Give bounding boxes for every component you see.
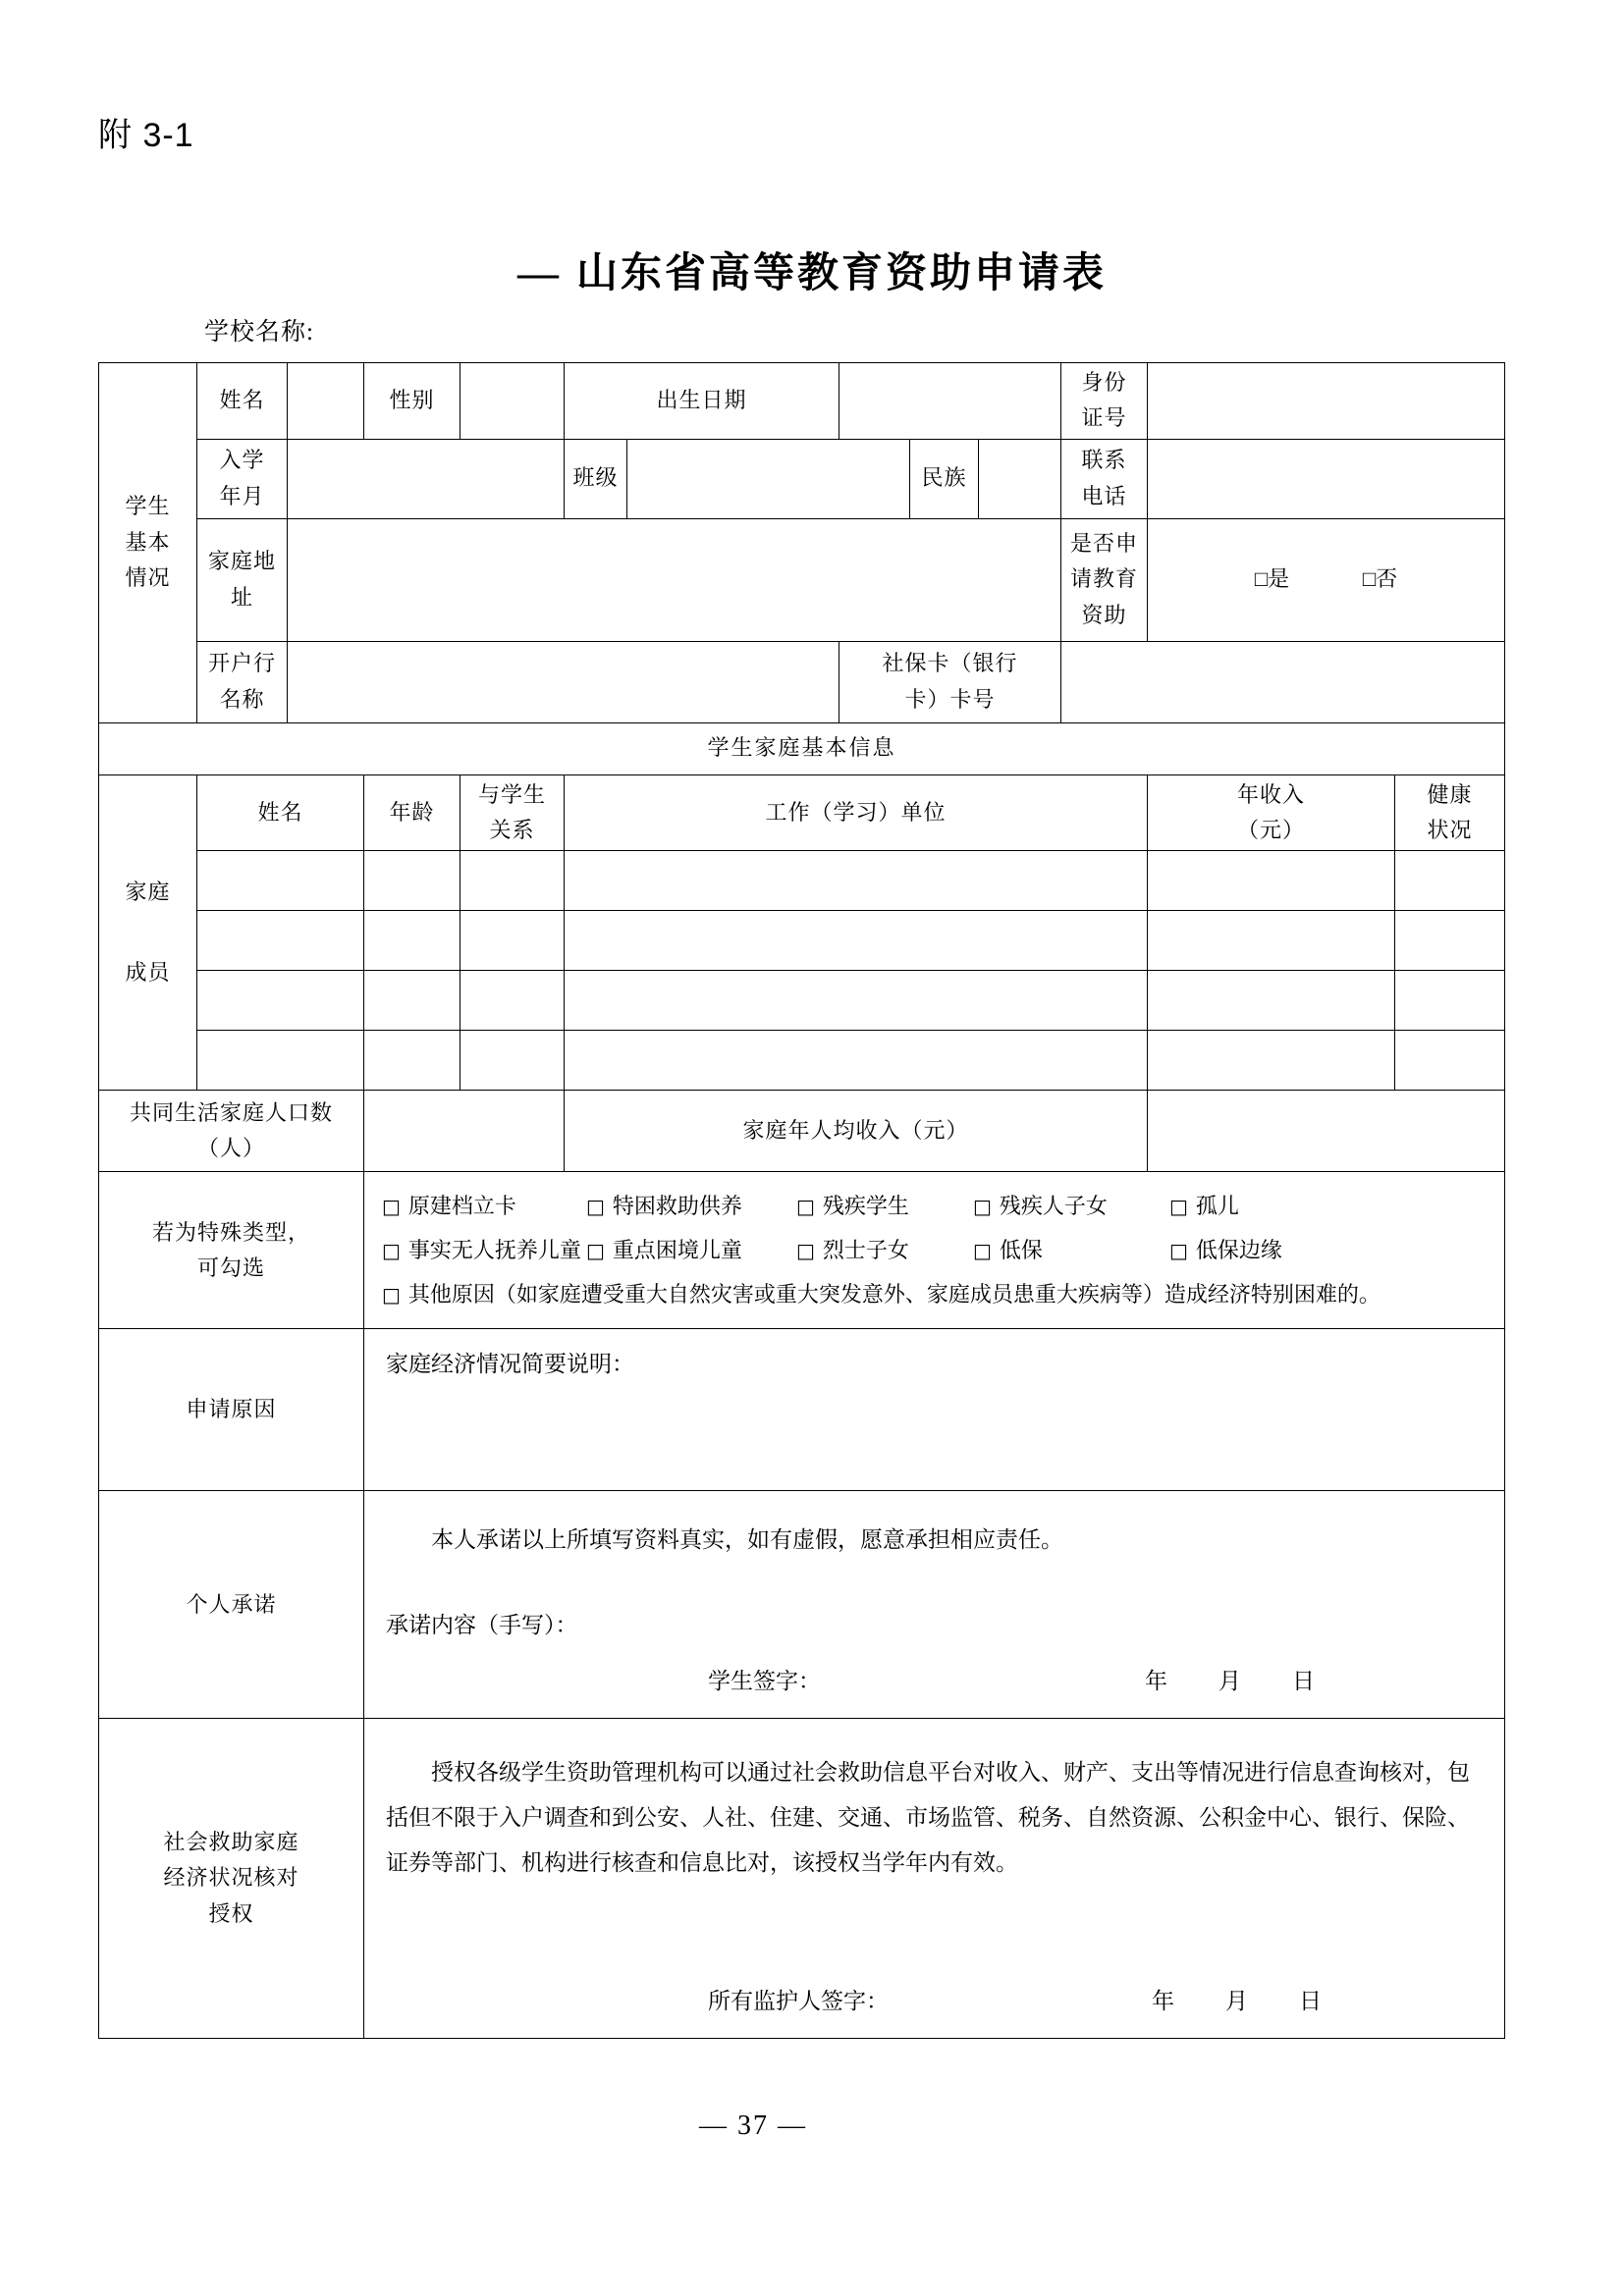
checkbox-icon: □ — [1169, 1239, 1188, 1263]
apply-aid-choices — [1148, 518, 1505, 641]
label-home-address: 家庭地址 — [197, 518, 288, 641]
guardian-signature-label[interactable]: 所有监护人签字： — [708, 1989, 889, 2013]
checkbox-apply-aid-yes[interactable]: □是 — [1254, 566, 1290, 592]
cell-member-income[interactable] — [1148, 1031, 1395, 1091]
table-row — [99, 1719, 1505, 2039]
promise-handwrite-label: 承诺内容（手写）： — [386, 1613, 578, 1638]
section-title-family-info: 学生家庭基本信息 — [99, 722, 1505, 774]
label-birthdate: 出生日期 — [565, 363, 839, 440]
signature-day-label: 日 — [1292, 1669, 1315, 1694]
signature-month-label: 月 — [1225, 1989, 1248, 2013]
label-id-number: 身份 证号 — [1061, 363, 1148, 440]
cell-member-relation[interactable] — [460, 1031, 565, 1091]
checkbox-icon: □ — [382, 1239, 401, 1263]
checkbox-icon: □ — [973, 1239, 992, 1263]
signature-year-label: 年 — [1145, 1669, 1167, 1694]
label-name: 姓名 — [197, 363, 288, 440]
cell-member-name[interactable] — [197, 971, 364, 1031]
label-social-assistance-authorization: 社会救助家庭 经济状况核对 授权 — [99, 1719, 364, 2039]
col-header-member-workplace: 工作（学习）单位 — [565, 774, 1148, 851]
label-special-types: 若为特殊类型， 可勾选 — [99, 1172, 364, 1329]
label-application-reason: 申请原因 — [99, 1329, 364, 1491]
cell-member-relation[interactable] — [460, 851, 565, 911]
signature-day-label: 日 — [1299, 1989, 1322, 2013]
checkbox-other-reason[interactable]: □ 其他原因（如家庭遭受重大自然灾害或重大突发意外、家庭成员患重大疾病等）造成经济特别困难的。 — [382, 1282, 1380, 1308]
table-row — [99, 1329, 1505, 1491]
field-household-size[interactable] — [364, 1091, 565, 1172]
label-personal-promise: 个人承诺 — [99, 1491, 364, 1719]
label-contact-phone: 联系 电话 — [1061, 439, 1148, 518]
table-row — [99, 1491, 1505, 1719]
checkbox-icon: □ — [973, 1195, 992, 1219]
table-row — [99, 518, 1505, 641]
label-per-capita-income: 家庭年人均收入（元） — [565, 1091, 1148, 1172]
field-birthdate[interactable] — [839, 363, 1061, 440]
cell-member-health[interactable] — [1395, 911, 1505, 971]
table-row — [99, 641, 1505, 722]
col-header-member-income: 年收入 （元） — [1148, 774, 1395, 851]
table-row — [99, 1172, 1505, 1329]
field-gender[interactable] — [460, 363, 565, 440]
page-title — [0, 240, 1624, 299]
cell-member-health[interactable] — [1395, 851, 1505, 911]
authorization-text: 授权各级学生资助管理机构可以通过社会救助信息平台对收入、财产、支出等情况进行信息查询核对，包括但不限于入户调查和到公安、人社、住建、交通、市场监管、税务、自然资源、公积金中心、银行、保险、证券等部门、机构进行核查和信息比对，该授权当学年内有效。 — [386, 1760, 1470, 1875]
field-enrollment-date[interactable] — [288, 439, 565, 518]
field-application-reason[interactable] — [364, 1329, 1505, 1491]
field-class[interactable] — [627, 439, 910, 518]
checkbox-orphan[interactable]: □ 孤儿 — [1169, 1194, 1239, 1219]
family-members-row-label: 家庭 成员 — [99, 774, 197, 1091]
cell-member-workplace[interactable] — [565, 851, 1148, 911]
field-bank-name[interactable] — [288, 641, 839, 722]
table-row — [99, 439, 1505, 518]
page-number: — 37 — — [699, 2110, 807, 2141]
application-form-table — [98, 362, 1505, 2039]
cell-member-workplace[interactable] — [565, 911, 1148, 971]
signature-year-label: 年 — [1152, 1989, 1174, 2013]
field-social-security-card[interactable] — [1061, 641, 1505, 722]
checkbox-de-facto-unattended-child[interactable]: □ 事实无人抚养儿童 — [382, 1238, 581, 1263]
col-header-member-relation: 与学生 关系 — [460, 774, 565, 851]
student-signature-label[interactable]: 学生签字： — [708, 1669, 821, 1694]
label-apply-education-aid: 是否申 请教育 资助 — [1061, 518, 1148, 641]
table-row — [99, 1091, 1505, 1172]
title-text: 山东省高等教育资助申请表 — [575, 251, 1107, 296]
personal-promise-text: 本人承诺以上所填写资料真实，如有虚假，愿意承担相应责任。 — [431, 1527, 1063, 1553]
checkbox-original-poverty-card[interactable]: □ 原建档立卡 — [382, 1194, 516, 1219]
col-header-member-health: 健康 状况 — [1395, 774, 1505, 851]
title-dash: — — [516, 251, 559, 296]
cell-member-workplace[interactable] — [565, 1031, 1148, 1091]
checkbox-minimum-living-allowance[interactable]: □ 低保 — [973, 1238, 1043, 1263]
special-types-checkbox-group — [364, 1172, 1505, 1329]
cell-member-health[interactable] — [1395, 971, 1505, 1031]
special-types-row-1 — [382, 1184, 1500, 1228]
label-gender: 性别 — [364, 363, 460, 440]
cell-member-name[interactable] — [197, 1031, 364, 1091]
attachment-number: 附 3-1 — [98, 117, 194, 154]
label-social-security-card: 社保卡（银行 卡）卡号 — [839, 641, 1061, 722]
cell-member-age[interactable] — [364, 911, 460, 971]
special-types-row-2 — [382, 1228, 1500, 1272]
col-header-member-name: 姓名 — [197, 774, 364, 851]
cell-member-name[interactable] — [197, 911, 364, 971]
table-row — [99, 971, 1505, 1031]
checkbox-icon: □ — [1169, 1195, 1188, 1219]
cell-member-income[interactable] — [1148, 971, 1395, 1031]
field-ethnicity[interactable] — [979, 439, 1061, 518]
cell-member-age[interactable] — [364, 971, 460, 1031]
signature-month-label: 月 — [1218, 1669, 1241, 1694]
personal-promise-block — [364, 1491, 1505, 1719]
label-ethnicity: 民族 — [910, 439, 979, 518]
field-name[interactable] — [288, 363, 364, 440]
checkbox-icon: □ — [382, 1195, 401, 1219]
field-home-address[interactable] — [288, 518, 1061, 641]
checkbox-icon: □ — [586, 1239, 605, 1263]
checkbox-extreme-poverty-support[interactable]: □ 特困救助供养 — [586, 1194, 742, 1219]
checkbox-child-of-martyr[interactable]: □ 烈士子女 — [796, 1238, 909, 1263]
checkbox-key-distressed-child[interactable]: □ 重点困境儿童 — [586, 1238, 742, 1263]
field-per-capita-income[interactable] — [1148, 1091, 1505, 1172]
checkbox-near-minimum-living-allowance[interactable]: □ 低保边缘 — [1169, 1238, 1282, 1263]
cell-member-name[interactable] — [197, 851, 364, 911]
cell-member-health[interactable] — [1395, 1031, 1505, 1091]
checkbox-icon: □ — [382, 1283, 401, 1308]
table-row — [99, 911, 1505, 971]
cell-member-workplace[interactable] — [565, 971, 1148, 1031]
school-name-label: 学校名称: — [204, 319, 314, 346]
table-row — [99, 1031, 1505, 1091]
student-signature-row — [386, 1660, 1485, 1704]
table-row — [99, 851, 1505, 911]
cell-member-relation[interactable] — [460, 911, 565, 971]
label-household-size: 共同生活家庭人口数 （人） — [99, 1091, 364, 1172]
cell-member-income[interactable] — [1148, 851, 1395, 911]
student-basic-row-label: 学生 基本 情况 — [99, 363, 197, 723]
checkbox-icon: □ — [796, 1195, 815, 1219]
table-row — [99, 722, 1505, 774]
guardian-signature-row — [386, 1980, 1485, 2024]
cell-member-age[interactable] — [364, 1031, 460, 1091]
table-row — [99, 774, 1505, 851]
checkbox-apply-aid-no[interactable]: □否 — [1362, 566, 1398, 592]
cell-member-relation[interactable] — [460, 971, 565, 1031]
label-class: 班级 — [565, 439, 627, 518]
cell-member-age[interactable] — [364, 851, 460, 911]
authorization-block — [364, 1719, 1505, 2039]
field-contact-phone[interactable] — [1148, 439, 1505, 518]
application-reason-prompt: 家庭经济情况简要说明： — [386, 1352, 634, 1377]
checkbox-icon: □ — [586, 1195, 605, 1219]
field-id-number[interactable] — [1148, 363, 1505, 440]
table-row — [99, 363, 1505, 440]
label-enrollment-date: 入学 年月 — [197, 439, 288, 518]
checkbox-child-of-disabled[interactable]: □ 残疾人子女 — [973, 1194, 1108, 1219]
checkbox-icon: □ — [796, 1239, 815, 1263]
label-bank-name: 开户行 名称 — [197, 641, 288, 722]
col-header-member-age: 年龄 — [364, 774, 460, 851]
cell-member-income[interactable] — [1148, 911, 1395, 971]
checkbox-disabled-student[interactable]: □ 残疾学生 — [796, 1194, 909, 1219]
